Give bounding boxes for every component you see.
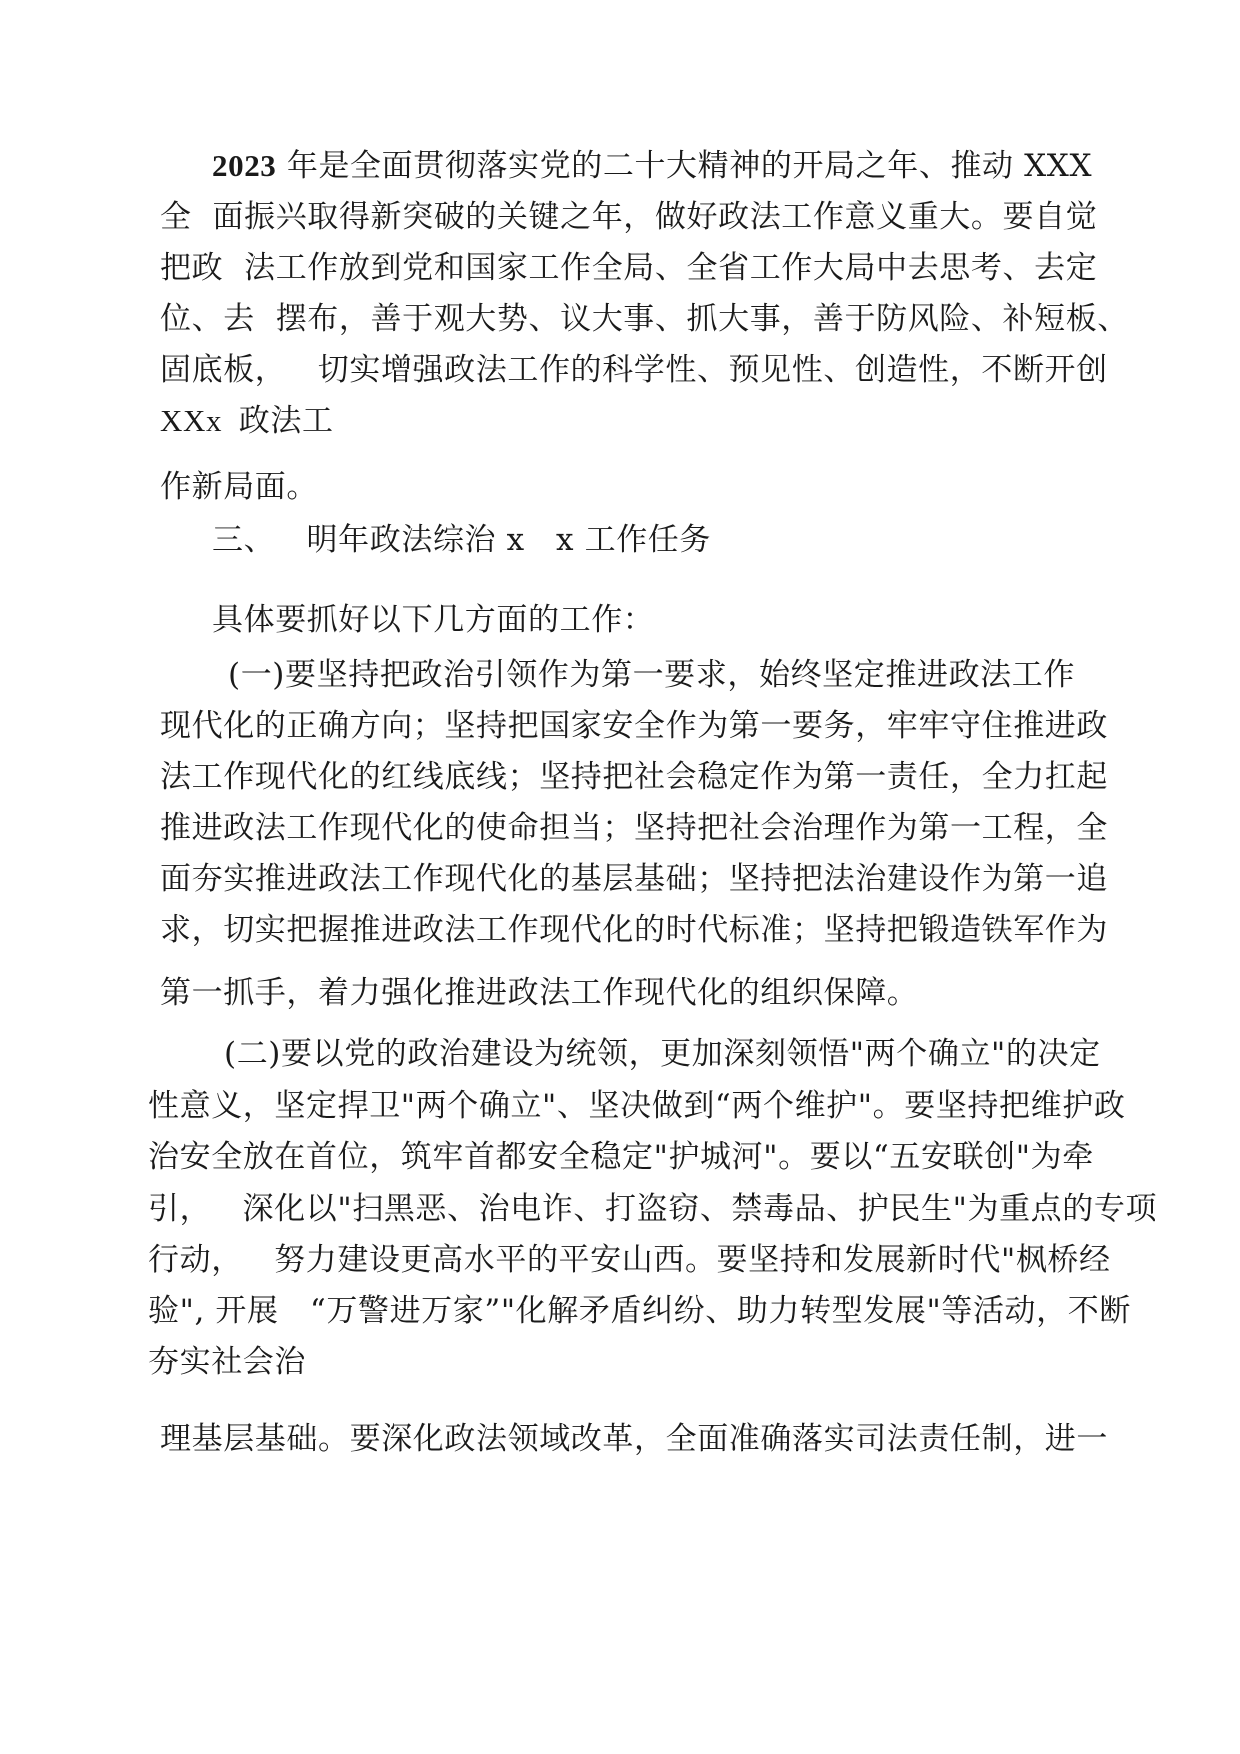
- year-number: 2023: [212, 148, 277, 183]
- paragraph-line: 作新局面。: [160, 469, 318, 505]
- paragraph-line: (二)要以党的政治建设为统领，更加深刻领悟"两个确立"的决定: [224, 1036, 1101, 1072]
- paragraph-line: 行动， 努力建设更高水平的平安山西。要坚持和发展新时代"枫桥经: [148, 1242, 1111, 1278]
- paragraph-line: 位、去 摆布，善于观大势、议大事、抓大事，善于防风险、补短板、: [160, 301, 1129, 337]
- paragraph-line: 验", 开展 “万警进万家”"化解矛盾纠纷、助力转型发展"等活动，不断: [148, 1293, 1131, 1329]
- paragraph-line: 把政 法工作放到党和国家工作全局、全省工作大局中去思考、去定: [160, 250, 1098, 286]
- paragraph-line: 求，切实把握推进政法工作现代化的时代标准；坚持把锻造铁军作为: [160, 912, 1108, 948]
- paragraph-line: 治安全放在首位，筑牢首都安全稳定"护城河"。要以“五安联创"为牵: [148, 1139, 1094, 1175]
- paragraph-line: 法工作现代化的红线底线；坚持把社会稳定作为第一责任，全力扛起: [160, 759, 1108, 795]
- paragraph-line: 固底板， 切实增强政法工作的科学性、预见性、创造性，不断开创: [160, 352, 1108, 388]
- paragraph-line: 夯实社会治: [148, 1344, 306, 1380]
- paragraph-line: 全 面振兴取得新突破的关键之年，做好政法工作意义重大。要自觉: [160, 199, 1098, 235]
- section-heading: 三、 明年政法综治 x x 工作任务: [212, 522, 711, 558]
- paragraph-line: 第一抓手，着力强化推进政法工作现代化的组织保障。: [160, 975, 919, 1011]
- paragraph-line: 现代化的正确方向；坚持把国家安全作为第一要务，牢牢守住推进政: [160, 708, 1108, 744]
- paragraph-line: 推进政法工作现代化的使命担当；坚持把社会治理作为第一工程，全: [160, 810, 1108, 846]
- paragraph-line: 面夯实推进政法工作现代化的基层基础；坚持把法治建设作为第一追: [160, 861, 1108, 897]
- paragraph-line: 性意义，坚定捍卫"两个确立"、坚决做到“两个维护"。要坚持把维护政: [148, 1088, 1126, 1124]
- paragraph-line: (一)要坚持把政治引领作为第一要求，始终坚定推进政法工作: [228, 657, 1075, 693]
- line-text: 年是全面贯彻落实党的二十大精神的开局之年、推动 XXX: [276, 148, 1093, 184]
- paragraph-line: XXx 政法工: [160, 403, 334, 438]
- paragraph-line: 理基层基础。要深化政法领域改革，全面准确落实司法责任制，进一: [160, 1421, 1108, 1457]
- paragraph-line: 具体要抓好以下几方面的工作：: [212, 602, 655, 638]
- paragraph-line: 引， 深化以"扫黑恶、治电诈、打盗窃、禁毒品、护民生"为重点的专项: [148, 1191, 1158, 1227]
- paragraph-line: [212, 146, 1092, 186]
